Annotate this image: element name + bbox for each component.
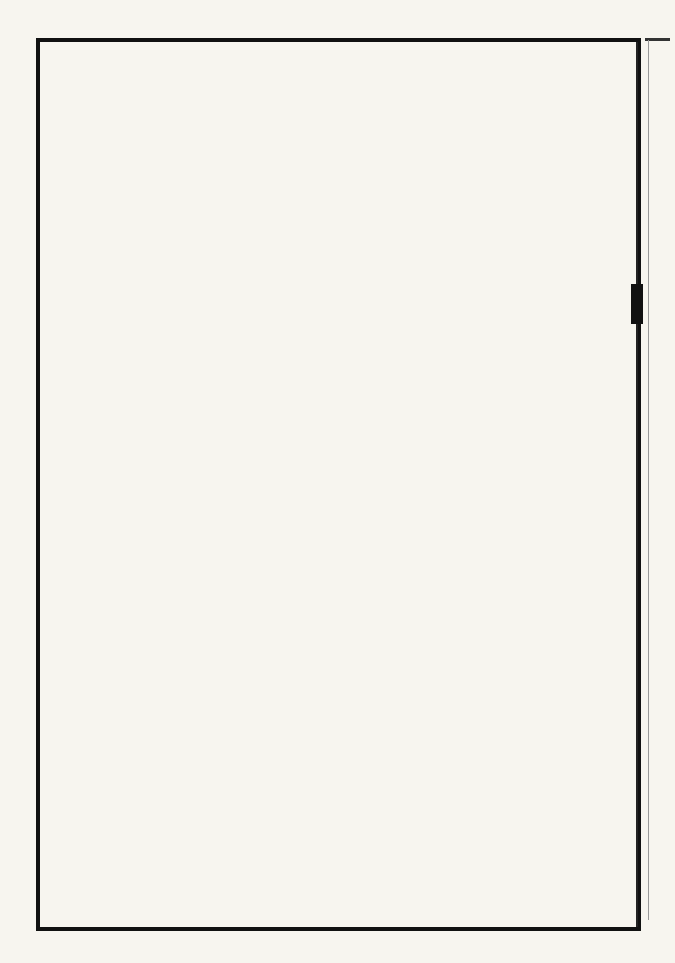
page-frame [36,38,641,931]
fishtail-mark [631,284,643,324]
right-margin-rule [648,40,649,920]
frame-inner-rule [636,42,638,927]
